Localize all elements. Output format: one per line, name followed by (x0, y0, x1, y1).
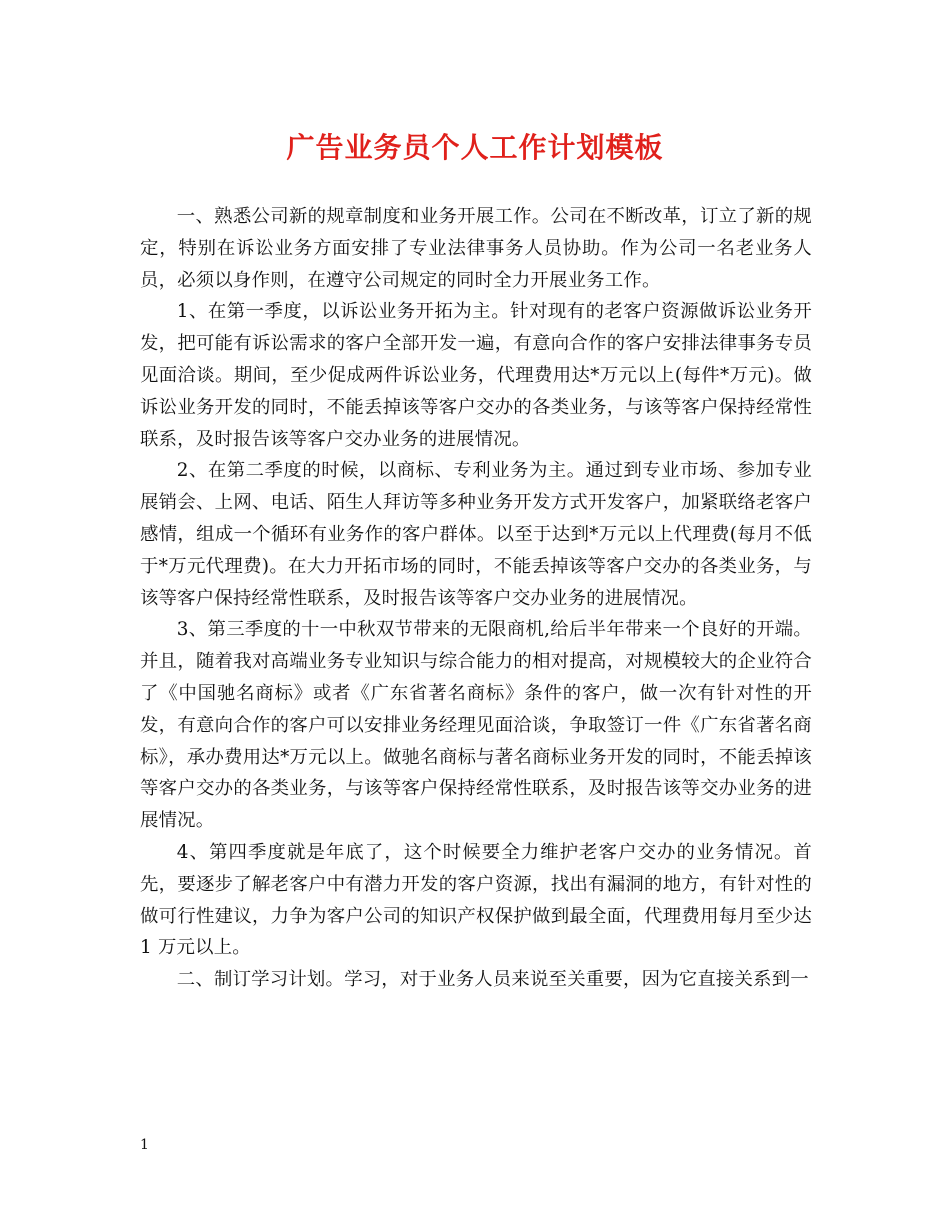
paragraph: 二、制订学习计划。学习，对于业务人员来说至关重要，因为它直接关系到一 (176, 969, 809, 991)
paragraph: 一、熟悉公司新的规章制度和业务开展工作。公司在不断改革，订立了新的规定，特别在诉讼业务方面安排了专业法律事务人员协助。作为公司一名老业务人员，必须以身作则，在遵守公司规定的同时全力开展业务工作。 (140, 206, 812, 291)
document-body (140, 201, 812, 996)
paragraph: 4、第四季度就是年底了，这个时候要全力维护老客户交办的业务情况。首先，要逐步了解老客户中有潜力开发的客户资源，找出有漏洞的地方，有针对性的做可行性建议，力争为客户公司的知识产权保护做到最全面，代理费用每月至少达 1 万元以上。 (140, 841, 812, 959)
paragraph: 3、第三季度的十一中秋双节带来的无限商机,给后半年带来一个良好的开端。并且，随着我对高端业务专业知识与综合能力的相对提高，对规模较大的企业符合了《中国驰名商标》或者《广东省著名商标》条件的客户，做一次有针对性的开发，有意向合作的客户可以安排业务经理见面洽谈，争取签订一件《广东省著名商标》，承办费用达*万元以上。做驰名商标与著名商标业务开发的同时，不能丢掉该等客户交办的各类业务，与该等客户保持经常性联系，及时报告该等交办业务的进展情况。 (140, 619, 812, 832)
paragraph: 1、在第一季度，以诉讼业务开拓为主。针对现有的老客户资源做诉讼业务开发，把可能有诉讼需求的客户全部开发一遍，有意向合作的客户安排法律事务专员见面洽谈。期间，至少促成两件诉讼业务，代理费用达*万元以上(每件*万元)。做诉讼业务开发的同时，不能丢掉该等客户交办的各类业务，与该等客户保持经常性联系，及时报告该等客户交办业务的进展情况。 (140, 301, 812, 450)
page-number: 1 (140, 1137, 149, 1153)
paragraph: 2、在第二季度的时候，以商标、专利业务为主。通过到专业市场、参加专业展销会、上网、电话、陌生人拜访等多种业务开发方式开发客户，加紧联络老客户感情，组成一个循环有业务作的客户群体。以至于达到*万元以上代理费(每月不低于*万元代理费)。在大力开拓市场的同时，不能丢掉该等客户交办的各类业务，与该等客户保持经常性联系，及时报告该等客户交办业务的进展情况。 (140, 460, 812, 609)
document-title: 广告业务员个人工作计划模板 (286, 131, 664, 164)
